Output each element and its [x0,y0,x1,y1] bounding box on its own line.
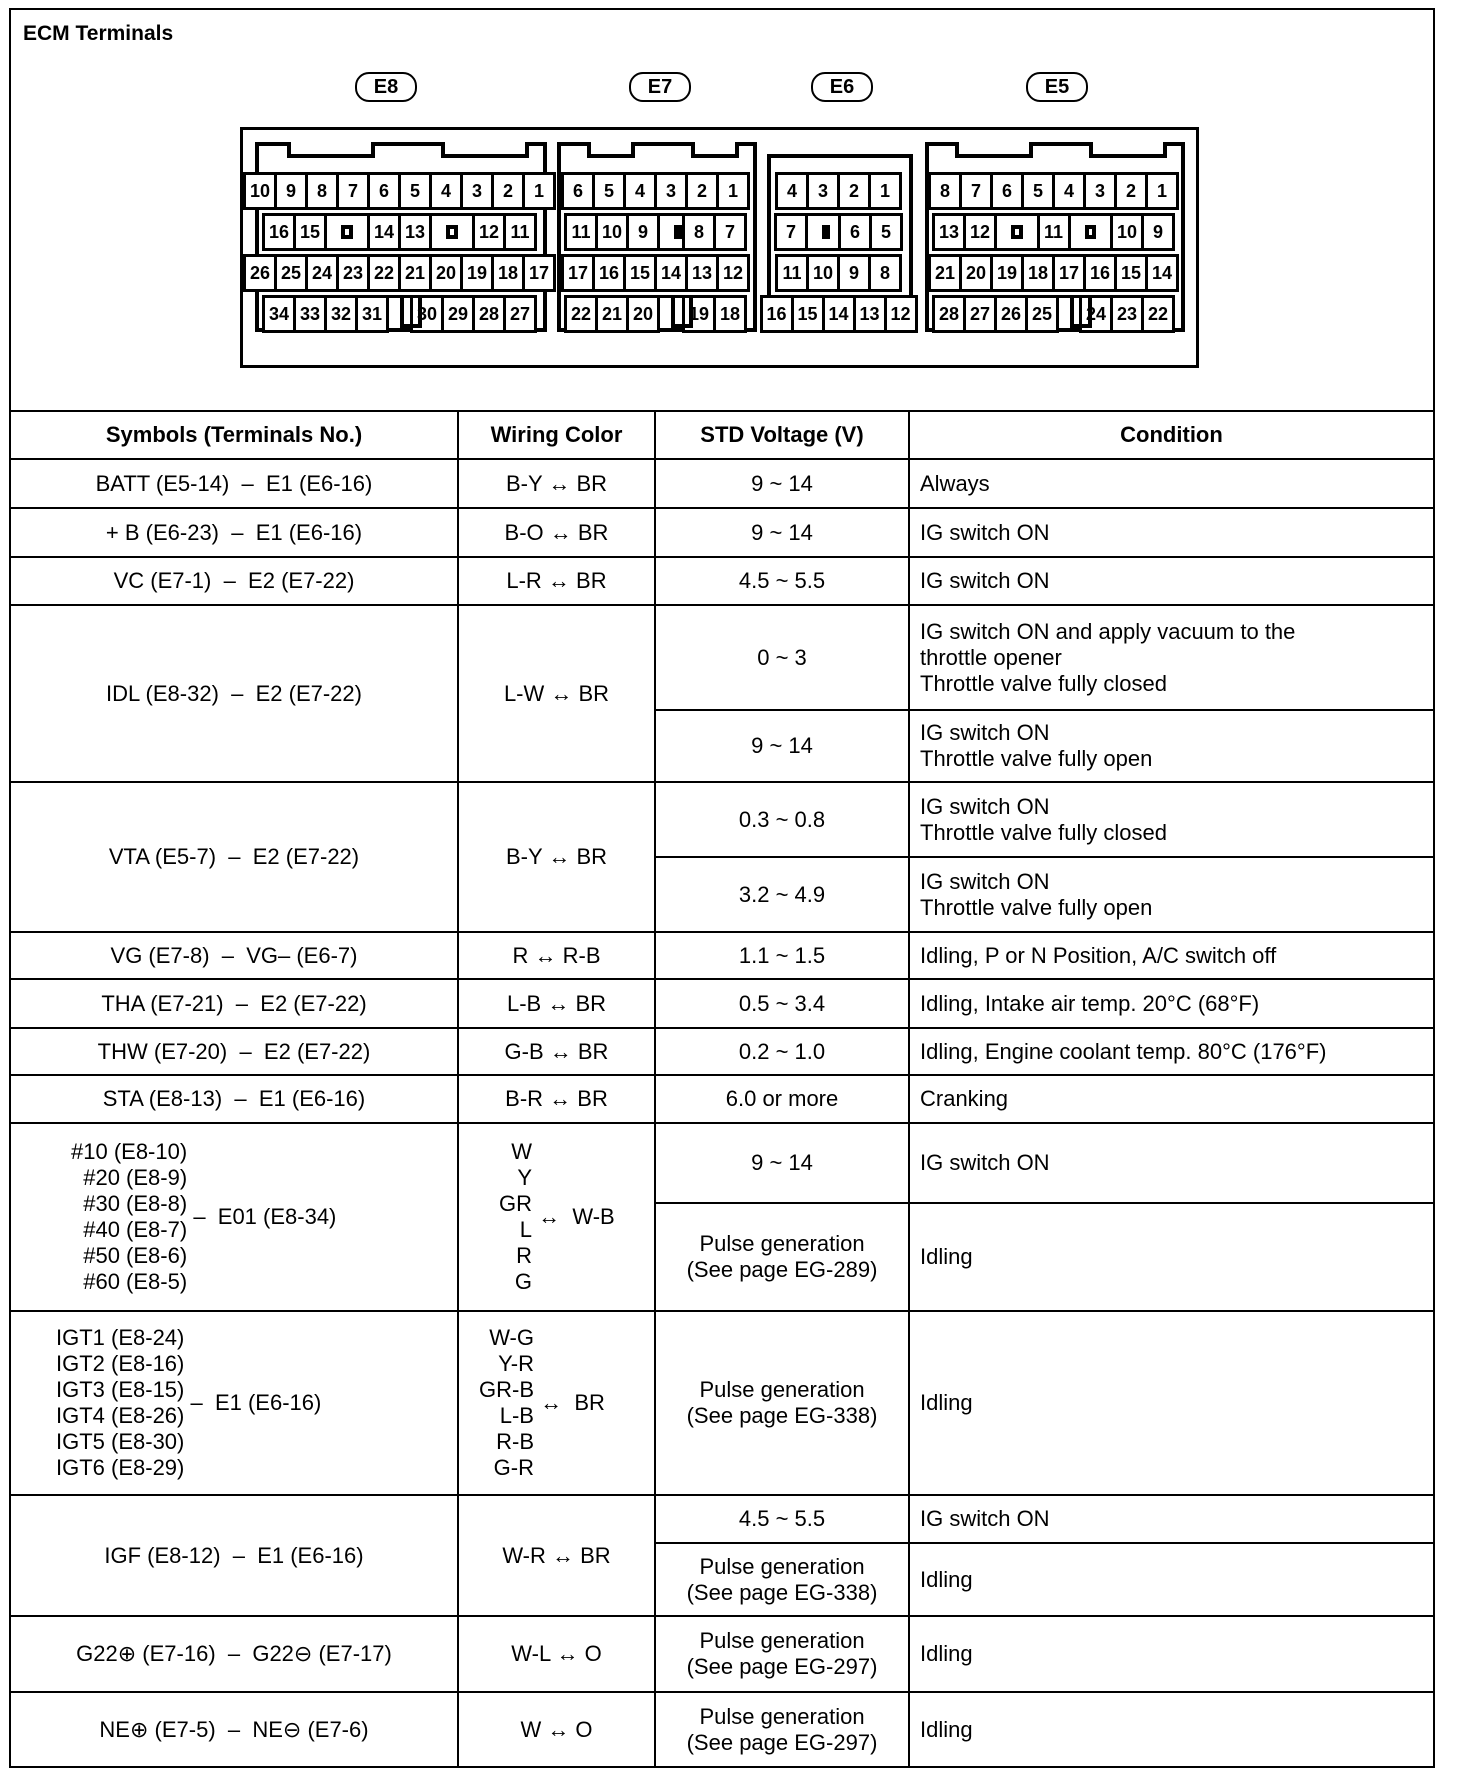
wiring-color: R ↔ R-B [458,932,655,979]
condition: IG switch ON [909,557,1434,605]
wiring-color: L-B ↔ BR [458,979,655,1028]
std-voltage: 4.5 ~ 5.5 [655,557,909,605]
ground-symbol: – E1 (E6-16) [190,1390,322,1415]
pin: 19 [682,295,716,333]
symbol: IGF (E8-12) – E1 (E6-16) [10,1495,458,1616]
pin: 11 [1037,213,1071,251]
table-row [10,557,1434,605]
pin: 8 [868,254,902,292]
connector-diagram [9,8,1435,412]
pin: 20 [959,254,993,292]
pin: 1 [1145,172,1179,210]
pin: 17 [561,254,595,292]
pin: 5 [398,172,432,210]
pin: 8 [928,172,962,210]
condition: IG switch ON Throttle valve fully closed [909,782,1434,857]
pin: 24 [305,254,339,292]
pin: 20 [626,295,660,333]
pin: 13 [398,213,432,251]
pin: 3 [460,172,494,210]
pin: 8 [682,213,716,251]
std-voltage: Pulse generation (See page EG-297) [655,1616,909,1692]
pin: 27 [503,295,537,333]
pin-row [567,213,747,251]
pin-row [935,172,1175,210]
std-voltage: 9 ~ 14 [655,1123,909,1203]
header-wiring-color: Wiring Color [458,411,655,459]
header-condition: Condition [909,411,1434,459]
std-voltage: 0.3 ~ 0.8 [655,782,909,857]
table-row [10,508,1434,557]
pin: 21 [595,295,629,333]
pin: 20 [429,254,463,292]
pin: 16 [760,295,794,333]
pin: 16 [262,213,296,251]
pin: 19 [460,254,494,292]
pin: 16 [1083,254,1117,292]
pin: 9 [274,172,308,210]
connector-label-e5: E5 [1026,72,1088,102]
injector-symbols: #10 (E8-10) #20 (E8-9) #30 (E8-8) #40 (E8-7) #50 (E8-6) #60 (E8-5) [71,1139,188,1294]
std-voltage: 6.0 or more [655,1075,909,1123]
pin: 6 [561,172,595,210]
pin: 13 [853,295,887,333]
ecm-terminals-table [9,410,1435,1768]
symbol: IDL (E8-32) – E2 (E7-22) [10,605,458,782]
key-slot [1068,213,1114,251]
pin: 32 [324,295,358,333]
wiring-color: G-B ↔ BR [458,1028,655,1075]
wiring-color: W-L ↔ O [458,1616,655,1692]
symbol: NE⊕ (E7-5) – NE⊖ (E7-6) [10,1692,458,1767]
condition: Idling [909,1616,1434,1692]
symbol: STA (E8-13) – E1 (E6-16) [10,1075,458,1123]
symbol: VC (E7-1) – E2 (E7-22) [10,557,458,605]
condition: Idling, P or N Position, A/C switch off [909,932,1434,979]
condition: Idling, Engine coolant temp. 80°C (176°F) [909,1028,1434,1075]
pin: 13 [685,254,719,292]
table-row [10,1616,1434,1692]
std-voltage: Pulse generation (See page EG-338) [655,1311,909,1495]
condition: IG switch ON [909,1495,1434,1543]
pin: 1 [522,172,556,210]
pin: 10 [595,213,629,251]
pin-row [935,254,1175,292]
pin: 18 [491,254,525,292]
pin: 34 [262,295,296,333]
pin-row [777,172,903,210]
table-row [10,459,1434,508]
pin: 11 [503,213,537,251]
pin: 26 [994,295,1028,333]
table-row [10,932,1434,979]
pin: 3 [1083,172,1117,210]
wiring-color: L-R ↔ BR [458,557,655,605]
pin: 2 [685,172,719,210]
lock-slot [657,295,685,333]
pin: 22 [1141,295,1175,333]
pin: 9 [1141,213,1175,251]
std-voltage: 0.5 ~ 3.4 [655,979,909,1028]
pin: 12 [963,213,997,251]
pin-row [265,213,537,251]
igniter-symbols: IGT1 (E8-24) IGT2 (E8-16) IGT3 (E8-15) IGT4 (E8-26) IGT5 (E8-30) IGT6 (E8-29) [56,1325,185,1480]
pin: 16 [592,254,626,292]
pin: 14 [822,295,856,333]
header-std-voltage: STD Voltage (V) [655,411,909,459]
pin-row [249,254,550,292]
std-voltage: Pulse generation (See page EG-289) [655,1203,909,1311]
table-header [10,411,1434,459]
pin: 15 [623,254,657,292]
key-slot [657,213,685,251]
condition: Idling [909,1311,1434,1495]
pin: 10 [806,254,840,292]
key-slot [805,213,841,251]
condition: IG switch ON [909,1123,1434,1203]
pin: 6 [990,172,1024,210]
pin: 21 [928,254,962,292]
symbol: + B (E6-23) – E1 (E6-16) [10,508,458,557]
symbol: THA (E7-21) – E2 (E7-22) [10,979,458,1028]
symbol: VTA (E5-7) – E2 (E7-22) [10,782,458,932]
std-voltage: 1.1 ~ 1.5 [655,932,909,979]
pin: 14 [367,213,401,251]
wiring-color: B-Y ↔ BR [458,459,655,508]
pin: 12 [716,254,750,292]
pin: 15 [1114,254,1148,292]
pin: 10 [243,172,277,210]
table-row [10,1028,1434,1075]
symbol: BATT (E5-14) – E1 (E6-16) [10,459,458,508]
symbol [10,1311,458,1495]
pin: 4 [1052,172,1086,210]
pin: 18 [1021,254,1055,292]
table-row [10,979,1434,1028]
pin: 21 [398,254,432,292]
pin: 31 [355,295,389,333]
std-voltage: 4.5 ~ 5.5 [655,1495,909,1543]
section-title: ECM Terminals [23,22,174,45]
pin-row [567,172,747,210]
std-voltage: Pulse generation (See page EG-297) [655,1692,909,1767]
pin: 14 [654,254,688,292]
wiring-color: B-O ↔ BR [458,508,655,557]
connector-e8 [249,142,550,332]
pin: 28 [932,295,966,333]
pin: 9 [837,254,871,292]
std-voltage: 0.2 ~ 1.0 [655,1028,909,1075]
table-row [10,1311,1434,1495]
condition: Idling [909,1543,1434,1616]
pin: 23 [1110,295,1144,333]
symbol: G22⊕ (E7-16) – G22⊖ (E7-17) [10,1616,458,1692]
pin: 2 [491,172,525,210]
pin: 25 [274,254,308,292]
pin-row [935,295,1175,333]
pin: 4 [429,172,463,210]
pin: 33 [293,295,327,333]
condition: Idling [909,1692,1434,1767]
condition: Always [909,459,1434,508]
pin: 12 [472,213,506,251]
pin: 18 [713,295,747,333]
pin: 3 [806,172,840,210]
pin: 1 [868,172,902,210]
key-slot [429,213,475,251]
std-voltage: 9 ~ 14 [655,710,909,782]
injector-wire-colors: W Y GR L R G [499,1139,532,1294]
pin: 11 [564,213,598,251]
symbol: THW (E7-20) – E2 (E7-22) [10,1028,458,1075]
symbol: VG (E7-8) – VG– (E6-7) [10,932,458,979]
pin: 8 [305,172,339,210]
pin-row [777,254,903,292]
condition: IG switch ON Throttle valve fully open [909,710,1434,782]
pin: 14 [1145,254,1179,292]
pin: 5 [869,213,903,251]
pin: 6 [367,172,401,210]
std-voltage: 0 ~ 3 [655,605,909,710]
pin: 7 [959,172,993,210]
key-slot [994,213,1040,251]
igniter-wire-colors: W-G Y-R GR-B L-B R-B G-R [479,1325,534,1480]
pin: 5 [1021,172,1055,210]
symbol [10,1123,458,1311]
condition: IG switch ON and apply vacuum to the throttle opener Throttle valve fully closed [909,605,1434,710]
pin: 22 [367,254,401,292]
pin: 5 [592,172,626,210]
pin: 2 [1114,172,1148,210]
std-voltage: 9 ~ 14 [655,508,909,557]
pin: 11 [775,254,809,292]
pin: 30 [410,295,444,333]
wiring-color: B-R ↔ BR [458,1075,655,1123]
wiring-color: L-W ↔ BR [458,605,655,782]
condition: Cranking [909,1075,1434,1123]
ground-wire-color: ↔ W-B [538,1204,615,1229]
table-row [10,605,1434,710]
pin: 4 [623,172,657,210]
pin: 25 [1025,295,1059,333]
connector-label-e6: E6 [811,72,873,102]
pin-row [567,254,747,292]
pin: 24 [1079,295,1113,333]
ground-symbol: – E01 (E8-34) [193,1204,337,1229]
pin: 12 [884,295,918,333]
lock-slot [1056,295,1082,333]
pin: 15 [293,213,327,251]
condition: IG switch ON [909,508,1434,557]
connector-e5 [925,142,1185,332]
pin: 28 [472,295,506,333]
wiring-color: B-Y ↔ BR [458,782,655,932]
connector-e7 [557,142,757,332]
table-row [10,1495,1434,1543]
pin: 15 [791,295,825,333]
pin: 9 [626,213,660,251]
wiring-color: W ↔ O [458,1692,655,1767]
pin: 22 [564,295,598,333]
condition: Idling [909,1203,1434,1311]
pin: 7 [774,213,808,251]
pin: 1 [716,172,750,210]
connector-e6 [767,154,913,332]
pin: 26 [243,254,277,292]
pin-row [766,295,911,333]
pin: 3 [654,172,688,210]
wiring-color [458,1311,655,1495]
pin-row [567,295,747,333]
pin: 4 [775,172,809,210]
ground-wire-color: ↔ BR [540,1390,605,1415]
pin: 17 [522,254,556,292]
pin: 29 [441,295,475,333]
pin: 13 [932,213,966,251]
connector-label-e8: E8 [355,72,417,102]
std-voltage: 3.2 ~ 4.9 [655,857,909,932]
table-row [10,1692,1434,1767]
pin-row [777,213,903,251]
pin: 23 [336,254,370,292]
pin: 17 [1052,254,1086,292]
condition: Idling, Intake air temp. 20°C (68°F) [909,979,1434,1028]
wiring-color: W-R ↔ BR [458,1495,655,1616]
wiring-color [458,1123,655,1311]
table-row [10,782,1434,857]
lock-slot [386,295,413,333]
pin: 27 [963,295,997,333]
pin-row [935,213,1175,251]
condition: IG switch ON Throttle valve fully open [909,857,1434,932]
pin: 19 [990,254,1024,292]
pin-row [249,172,544,210]
pin: 7 [713,213,747,251]
pin: 10 [1110,213,1144,251]
std-voltage: 9 ~ 14 [655,459,909,508]
table-row [10,1075,1434,1123]
ecm-connector-frame [240,127,1199,368]
connector-label-e7: E7 [629,72,691,102]
pin-row [265,295,537,333]
pin: 7 [336,172,370,210]
std-voltage: Pulse generation (See page EG-338) [655,1543,909,1616]
pin: 2 [837,172,871,210]
pin: 6 [838,213,872,251]
header-symbols: Symbols (Terminals No.) [10,411,458,459]
table-row [10,1123,1434,1203]
key-slot [324,213,370,251]
